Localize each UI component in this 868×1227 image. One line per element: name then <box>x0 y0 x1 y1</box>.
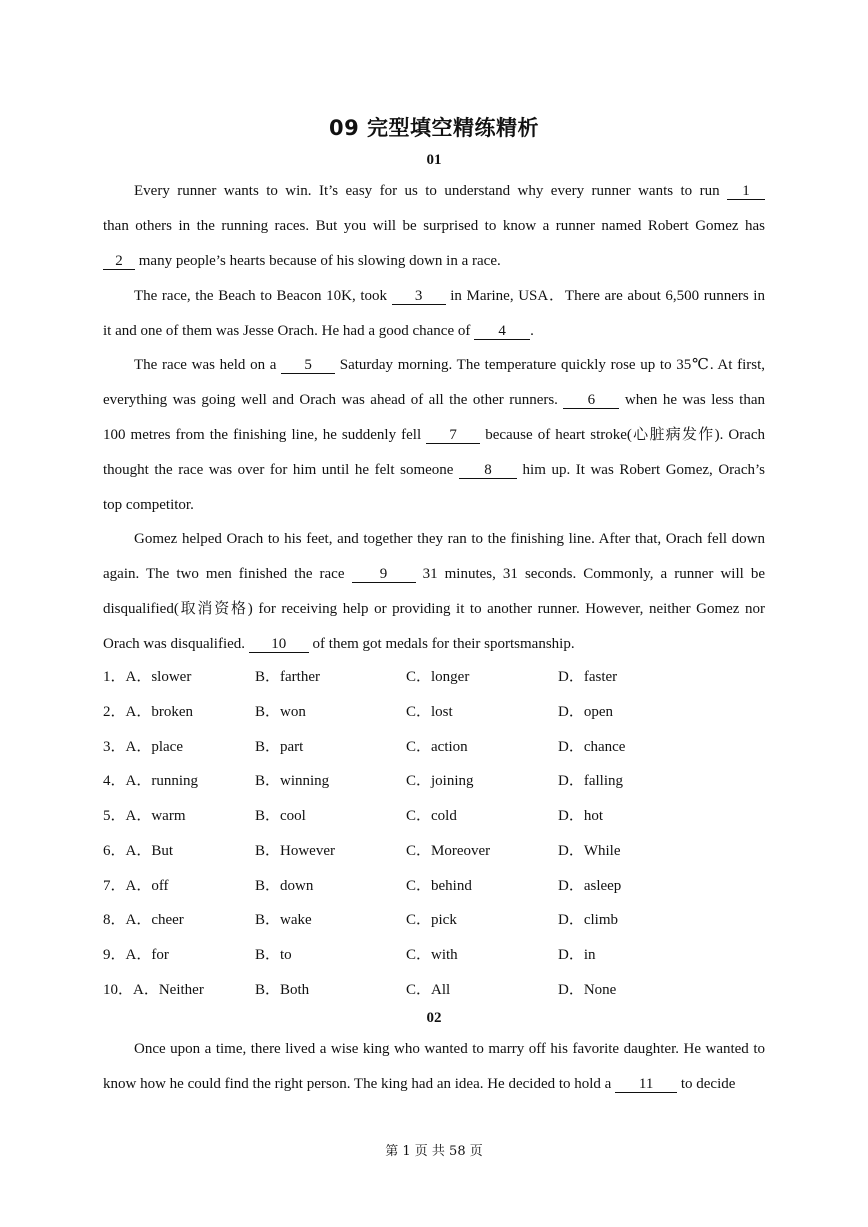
option-choice: B．to <box>255 947 292 963</box>
option-choice: 3．A．place <box>103 738 183 755</box>
option-choice: B．winning <box>255 773 330 790</box>
text-line <box>103 1067 765 1102</box>
blank-2: 2 <box>103 253 135 270</box>
passage-text: everything was going well and Orach was ahead of all the other runners. <box>103 392 564 408</box>
text-line <box>103 1032 765 1067</box>
option-choice: B．part <box>255 738 304 755</box>
passage-text: again. The two men finished the race <box>103 566 352 582</box>
text-line <box>103 348 765 383</box>
option-row <box>103 660 765 695</box>
option-choice: 5．A．warm <box>103 808 186 824</box>
passage-text: Every runner wants to win. It’s easy for us to understand why every runner wants to run <box>134 183 727 199</box>
page-title: 09 完型填空精练精析 <box>328 116 540 140</box>
text-line <box>103 488 765 523</box>
text-line <box>103 174 765 209</box>
passage-text: to decide <box>677 1076 736 1092</box>
option-choice: D．hot <box>558 808 604 824</box>
option-choice: 9．A．for <box>103 947 169 963</box>
passage-01-paragraph-1 <box>103 174 765 279</box>
passage-01-paragraph-3 <box>103 348 765 523</box>
option-row <box>103 834 765 869</box>
text-line <box>103 314 765 349</box>
option-choice: D．falling <box>558 773 623 790</box>
option-choice: D．While <box>558 842 621 859</box>
passage-text: him up. It was Robert Gomez, Orach’s <box>517 462 765 478</box>
option-choice: B．However <box>255 842 335 859</box>
blank-8: 8 <box>459 462 517 479</box>
option-choice: B．cool <box>255 808 306 824</box>
option-choice: B．farther <box>255 669 320 685</box>
option-choice: C．action <box>406 738 468 755</box>
option-choice: B．won <box>255 703 306 720</box>
answer-options-01 <box>103 660 765 1008</box>
option-row <box>103 730 765 765</box>
text-line <box>103 592 765 627</box>
blank-7: 7 <box>426 427 480 444</box>
text-line <box>103 522 765 557</box>
passage-text: Saturday morning. The temperature quickly rose up to 35℃. At first, <box>335 357 765 373</box>
option-choice: D．in <box>558 947 596 963</box>
passage-text: than others in the running races. But you will be surprised to know a runner named Robert Gomez has <box>103 218 765 234</box>
option-choice: B．down <box>255 877 314 894</box>
option-choice: B．wake <box>255 912 312 929</box>
option-row <box>103 799 765 834</box>
option-choice: 6．A．But <box>103 842 174 859</box>
passage-text: The race was held on a <box>134 357 282 373</box>
text-line <box>103 279 765 314</box>
option-row <box>103 903 765 938</box>
option-choice: D．open <box>558 703 613 720</box>
blank-10: 10 <box>249 636 309 653</box>
passage-02-paragraph-1 <box>103 1032 765 1102</box>
option-row <box>103 764 765 799</box>
option-row <box>103 869 765 904</box>
passage-text: The race, the Beach to Beacon 10K, took <box>134 288 392 304</box>
passage-text: because of heart stroke(心脏病发作). Orach <box>480 427 766 443</box>
option-choice: 7．A．off <box>103 877 169 894</box>
text-line <box>103 383 765 418</box>
blank-5: 5 <box>281 357 335 374</box>
option-choice: D．None <box>558 981 617 998</box>
option-choice: B．Both <box>255 981 310 998</box>
blank-1: 1 <box>727 183 765 200</box>
blank-4: 4 <box>474 323 530 340</box>
passage-text: in Marine, USA．There are about 6,500 runners in <box>445 288 765 304</box>
option-choice: D．chance <box>558 738 626 755</box>
section-number-02: 02 <box>426 1010 442 1026</box>
option-choice: C．pick <box>406 912 457 929</box>
section-number-01: 01 <box>426 152 442 168</box>
passage-text: top competitor. <box>103 497 194 513</box>
passage-text: it and one of them was Jesse Orach. He had a good chance of <box>103 323 475 339</box>
passage-01-paragraph-2 <box>103 279 765 349</box>
blank-9: 9 <box>352 566 416 583</box>
option-choice: D．asleep <box>558 877 622 894</box>
option-row <box>103 938 765 973</box>
passage-text: 31 minutes, 31 seconds. Commonly, a runner will be <box>415 566 765 582</box>
text-line <box>103 418 765 453</box>
text-line <box>103 209 765 244</box>
passage-01-paragraph-4 <box>103 522 765 662</box>
option-choice: C．Moreover <box>406 842 491 859</box>
passage-text: disqualified(取消资格) for receiving help or providing it to another runner. However, neither Gomez nor <box>103 601 765 617</box>
option-choice: C．longer <box>406 669 470 685</box>
blank-6: 6 <box>563 392 619 409</box>
passage-text: many people’s hearts because of his slowing down in a race. <box>135 253 501 269</box>
option-choice: C．behind <box>406 877 472 894</box>
passage-text: Gomez helped Orach to his feet, and together they ran to the finishing line. After that, Orach fell down <box>134 531 765 547</box>
blank-11: 11 <box>615 1076 677 1093</box>
text-line <box>103 557 765 592</box>
page-footer: 第 1 页 共 58 页 <box>385 1144 483 1159</box>
option-choice: 2．A．broken <box>103 703 193 720</box>
passage-text: Orach was disqualified. <box>103 636 249 652</box>
blank-3: 3 <box>392 288 446 305</box>
passage-text: . <box>530 323 534 339</box>
option-choice: C．cold <box>406 808 457 824</box>
option-choice: D．faster <box>558 669 618 685</box>
option-choice: 8．A．cheer <box>103 912 184 929</box>
option-choice: D．climb <box>558 912 618 929</box>
option-choice: 10．A．Neither <box>103 981 204 998</box>
option-row <box>103 695 765 730</box>
option-choice: C．with <box>406 947 458 963</box>
option-row <box>103 973 765 1008</box>
option-choice: C．All <box>406 981 451 998</box>
text-line <box>103 244 765 279</box>
passage-text: of them got medals for their sportsmanship. <box>308 636 575 652</box>
passage-text: know how he could find the right person. The king had an idea. He decided to hold a <box>103 1076 616 1092</box>
passage-text: thought the race was over for him until he felt someone <box>103 462 459 478</box>
option-choice: 4．A．running <box>103 773 198 790</box>
text-line <box>103 453 765 488</box>
option-choice: 1．A．slower <box>103 669 192 685</box>
passage-text: 100 metres from the finishing line, he suddenly fell <box>103 427 427 443</box>
option-choice: C．joining <box>406 773 474 790</box>
option-choice: C．lost <box>406 703 453 720</box>
passage-text: Once upon a time, there lived a wise king who wanted to marry off his favorite daughter. He wanted to <box>134 1041 765 1057</box>
passage-text: when he was less than <box>619 392 765 408</box>
text-line <box>103 627 765 662</box>
